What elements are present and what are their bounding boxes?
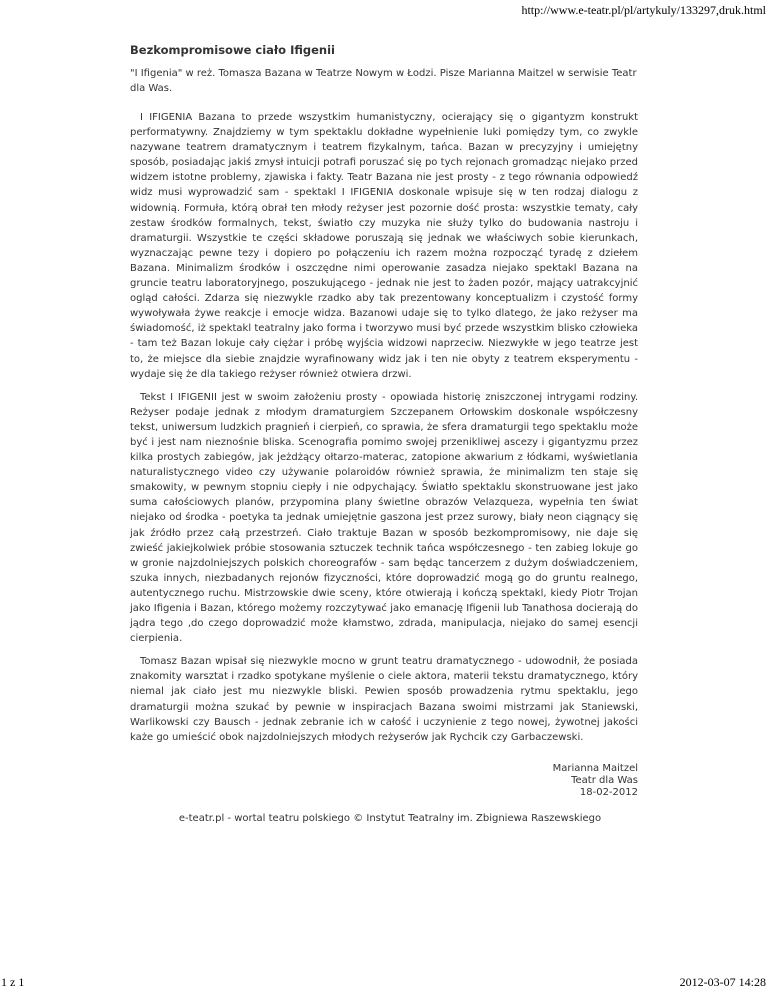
article-title: Bezkompromisowe ciało Ifigenii <box>130 43 335 57</box>
print-page-number: 1 z 1 <box>1 975 25 989</box>
article-paragraph-1: I IFIGENIA Bazana to przede wszystkim humanistyczny, ocierający się o gigantyzm konstrukt performatywny. Znajdziemy w tym spektaklu dokładne wypełnienie luki pomiędzy tym, co zwykle nazywane teatrem dramatycznym i teatrem fizykalnym, tańca. Bazan w precyzyjny i umiejętny sposób, posiadając jakiś zmysł intuicji potrafi poruszać się po tych rejonach gromadząc niejako przed widzem istotne problemy, zjawiska i fakty. Teatr Bazana nie jest prosty - z tego równania odpowiedź widz musi wyprowadzić sam - spektakl I IFIGENIA doskonale wpisuje się w ten rodzaj dialogu z widownią. Formuła, którą obrał ten młody reżyser jest pozornie dość prosta: wszystkie tematy, cały zestaw środków formalnych, tekst, światło czy muzyka nie służy tylko do budowania nastroju i dramaturgii. Wszystkie te części składowe poruszają się jednak we właściwych sobie kierunkach, wyznaczając pewne tezy i dopiero po połączeniu ich razem można rozpocząć tyradę z dziełem Bazana. Minimalizm środków i oszczędne nimi operowanie zasadza niejako spektakl Bazana na gruncie teatru laboratoryjnego, poszukującego - jednak nie jest to żaden pozór, mający uatrakcyjnić ogląd całości. Zdarza się niezwykle rzadko aby tak prezentowany konceptualizm i czystość formy wywoływała żywe reakcje i emocje widza. Bazanowi udaje się to tylko dlatego, że jako reżyser ma świadomość, iż spektakl teatralny jako forma i tworzywo musi być przede wszystkim blisko człowieka - tam też Bazan lokuje cały ciężar i próbę wyjścia widzowi naprzeciw. Niezwykłe w jego teatrze jest to, że miejsce dla siebie znajdzie wyrafinowany widz jak i ten nie obyty z teatrem eksperymentu - wydaje się że dla takiego reżyser również otwiera drzwi. <box>130 112 638 380</box>
signature <box>130 763 638 799</box>
article-paragraph-2: Tekst I IFIGENII jest w swoim założeniu prosty - opowiada historię zniszczonej intrygami rodziny. Reżyser podaje jednak z młodym dramaturgiem Szczepanem Orłowskim doskonale współczesny tekst, uniwersum ludzkich pragnień i cierpień, co sprawia, że sfera dramaturgii tego spektaklu może być i jest nam nieznośnie bliska. Scenografia pomimo swojej przenikliwej ascezy i gigantyzmu przez kilka prostych zabiegów, jak jeżdżący ołtarzo-materac, zatopione akwarium z łódkami, wyświetlania naturalistycznego video czy używanie polaroidów również sprawia, że minimalizm ten staje się smakowity, w pewnym stopniu ciepły i nie odpychający. Światło spektaklu skonstruowane jest jako suma całościowych planów, przypomina plany świetlne obrazów Velazqueza, wypełnia ten świat niejako od środka - poetyka ta jednak umiejętnie gaszona jest przez surowy, biały neon ciągnący się jak źródło przez całą przestrzeń. Ciało traktuje Bazan w sposób bezkompromisowy, nie daje się zwieść jakiejkolwiek próbie stosowania sztuczek technik tańca współczesnego - ten zabieg lokuje go w gronie najzdolniejszych polskich choreografów - sam będąc tancerzem z dużym doświadczeniem, szuka innych, niezbadanych rejonów fizyczności, które doprowadzić mogą go do gruntu realnego, autentycznego ruchu. Mistrzowskie dwie sceny, które otwierają i kończą spektakl, kiedy Piotr Trojan jako Ifigenia i Bazan, którego możemy rozczytywać jako emanację Ifigenii lub Tanathosa docierają do jądra tego ,do czego doprowadzić może kłamstwo, zdrada, manipulacja, niejako do samej esencji cierpienia. <box>130 391 638 645</box>
print-header-url: http://www.e-teatr.pl/pl/artykuly/133297,druk.html <box>521 3 766 17</box>
article-lead: "I Ifigenia" w reż. Tomasza Bazana w Teatrze Nowym w Łodzi. Pisze Marianna Maitzel w serwisie Teatr dla Was. <box>130 68 637 94</box>
print-timestamp: 2012-03-07 14:28 <box>679 975 766 989</box>
signature-author: Marianna Maitzel <box>552 762 638 774</box>
copyright-footer: e-teatr.pl - wortal teatru polskiego © Instytut Teatralny im. Zbigniewa Raszewskiego <box>178 812 602 824</box>
signature-date: 18-02-2012 <box>579 786 638 798</box>
signature-source: Teatr dla Was <box>571 774 638 786</box>
article <box>130 43 638 824</box>
article-paragraph-3: Tomasz Bazan wpisał się niezwykle mocno w grunt teatru dramatycznego - udowodnił, że posiada znakomity warsztat i rzadko spotykane myślenie o ciele aktora, materii tekstu dramatycznego, który niemal jak ciało jest mu niezwykle bliski. Pewien sposób prowadzenia rytmu spektaklu, jego dramaturgii można szukać by pewnie w inspiracjach Bazana swoimi mistrzami jak Staniewski, Warlikowski czy Bausch - jednak zebranie ich w całość i uczynienie z tego nowej, żywotnej jakości każe go umieścić obok najzdolniejszych młodych reżyserów jak Rychcik czy Garbaczewski. <box>130 656 638 743</box>
